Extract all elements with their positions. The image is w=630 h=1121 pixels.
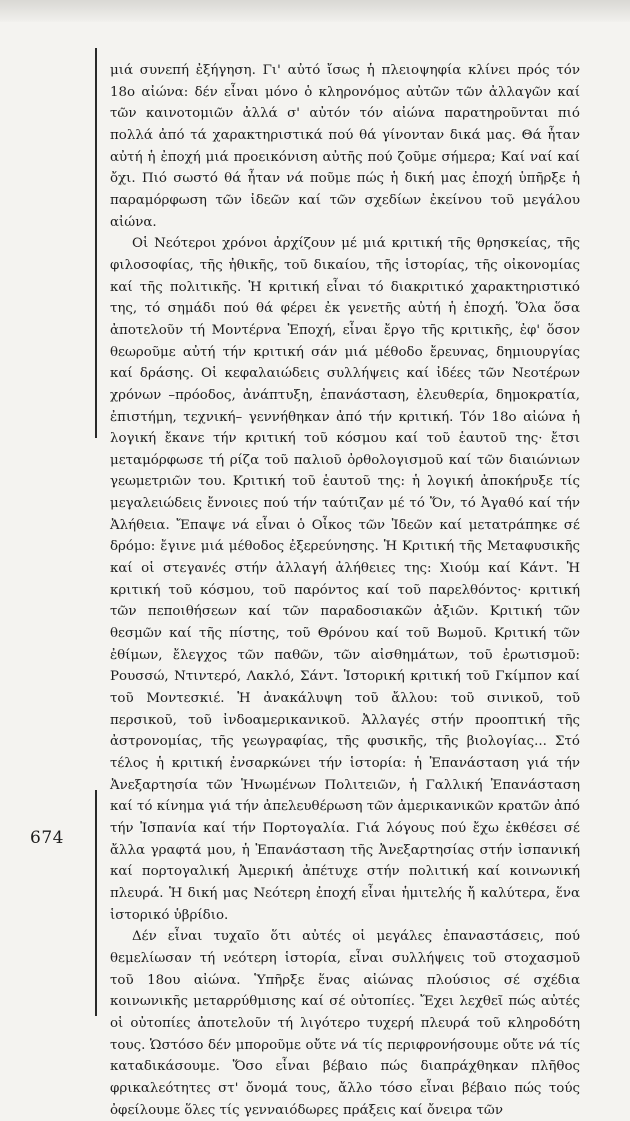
page-number: 674 bbox=[30, 828, 64, 848]
scan-top-band bbox=[0, 0, 630, 22]
paragraph-1: μιά συνεπή ἐξήγηση. Γι' αὐτό ἴσως ἡ πλειοψηφία κλίνει πρός τόν 18ο αἰώνα: δέν εἶναι μόνο ὁ κληρονόμος αὐτῶν τῶν ἀλλαγῶν καί τῶν καινοτομιῶν ἀλλά σ' αὐτόν τόν αἰώνα παρατηροῦνται πιό πολλά ἀπό τά χαρακτηριστικά πού θά γίνονταν δικά μας. Θά ἦταν αὐτή ἡ ἐποχή μιά προεικόνιση αὐτῆς πού ζοῦμε σήμερα; Καί ναί καί ὄχι. Πιό σωστό θά ἦταν νά ποῦμε πώς ἡ δική μας ἐποχή ὑπῆρξε ἡ παραμόρφωση τῶν ἰδεῶν καί τῶν σχεδίων ἐκείνου τοῦ μεγάλου αἰώνα. bbox=[110, 63, 580, 230]
body-text bbox=[110, 60, 580, 1121]
paragraph-2: Οἱ Νεότεροι χρόνοι ἀρχίζουν μέ μιά κριτική τῆς θρησκείας, τῆς φιλοσοφίας, τῆς ἠθικῆς, τοῦ δικαίου, τῆς ἱστορίας, τῆς οἰκονομίας καί τῆς πολιτικῆς. Ἡ κριτική εἶναι τό διακριτικό χαρακτηριστικό της, τό σημάδι πού θά φέρει ἐκ γενετῆς αὐτή ἡ ἐποχή. Ὅλα ὅσα ἀποτελοῦν τή Μοντέρνα Ἐποχή, εἶναι ἔργο τῆς κριτικῆς, ἐφ' ὅσον θεωροῦμε αὐτή τήν κριτική σάν μιά μέθοδο ἔρευνας, δημιουργίας καί δράσης. Οἱ κεφαλαιώδεις συλλήψεις καί ἰδέες τῶν Νεοτέρων χρόνων –πρόοδος, ἀνάπτυξη, ἐπανάσταση, ἐλευθερία, δημοκρατία, ἐπιστήμη, τεχνική– γεννήθηκαν ἀπό τήν κριτική. Τόν 18ο αἰώνα ἡ λογική ἔκανε τήν κριτική τοῦ κόσμου καί τοῦ ἑαυτοῦ της· ἔτσι μεταμόρφωσε τή ρίζα τοῦ παλιοῦ ὀρθολογισμοῦ καί τῶν διαιώνιων γεωμετριῶν του. Κριτική τοῦ ἑαυτοῦ της: ἡ λογική ἀποκήρυξε τίς μεγαλειώδεις ἔννοιες πού τήν ταύτιζαν μέ τό Ὅν, τό Ἀγαθό καί τήν Ἀλήθεια. Ἔπαψε νά εἶναι ὁ Οἶκος τῶν Ἰδεῶν καί μετατράπηκε σέ δρόμο: ἔγινε μιά μέθοδος ἐξερεύνησης. Ἡ Κριτική τῆς Μεταφυσικῆς καί οἱ στεγανές στήν ἀλλαγή ἀλήθειες της: Χιούμ καί Κάντ. Ἡ κριτική τοῦ κόσμου, τοῦ παρόντος καί τοῦ παρελθόντος· κριτική τῶν πεποιθήσεων καί τῶν παραδοσιακῶν ἀξιῶν. Κριτική τῶν θεσμῶν καί τῆς πίστης, τοῦ Θρόνου καί τοῦ Βωμοῦ. Κριτική τῶν ἐθίμων, ἔλεγχος τῶν παθῶν, τῶν αἰσθημάτων, τοῦ ἐρωτισμοῦ: Ρουσσώ, Ντιντερό, Λακλό, Σάντ. Ἱστορική κριτική τοῦ Γκίμπον καί τοῦ Μοντεσκιέ. Ἡ ἀνακάλυψη τοῦ ἄλλου: τοῦ σινικοῦ, τοῦ περσικοῦ, τοῦ ἰνδοαμερικανικοῦ. Ἀλλαγές στήν προοπτική τῆς ἀστρονομίας, τῆς γεωγραφίας, τῆς φυσικῆς, τῆς βιολογίας... Στό τέλος ἡ κριτική ἐνσαρκώνει τήν ἱστορία: ἡ Ἐπανάσταση γιά τήν Ἀνεξαρτησία τῶν Ἡνωμένων Πολιτειῶν, ἡ Γαλλική Ἐπανάσταση καί τό κίνημα γιά τήν ἀπελευθέρωση τῶν ἀμερικανικῶν κρατῶν ἀπό τήν Ἰσπανία καί τήν Πορτογαλία. Γιά λόγους πού ἔχω ἐκθέσει σέ ἄλλα γραφτά μου, ἡ Ἐπανάσταση τῆς Ἀνεξαρτησίας στήν ἰσπανική καί πορτογαλική Ἀμερική ἀπέτυχε στήν πολιτική καί κοινωνική πλευρά. Ἡ δική μας Νεότερη ἐποχή εἶναι ἡμιτελής ἤ καλύτερα, ἕνα ἱστορικό ὑβρίδιο. bbox=[110, 236, 580, 923]
margin-rule-lower bbox=[95, 790, 97, 1016]
paragraph-3: Δέν εἶναι τυχαῖο ὅτι αὐτές οἱ μεγάλες ἐπαναστάσεις, πού θεμελίωσαν τή νεότερη ἱστορία, εἶναι συλλήψεις τοῦ στοχασμοῦ τοῦ 18ου αἰώνα. Ὑπῆρξε ἕνας αἰώνας πλούσιος σέ σχέδια κοινωνικῆς μεταρρύθμισης καί σέ οὐτοπίες. Ἔχει λεχθεῖ πώς αὐτές οἱ οὐτοπίες ἀποτελοῦν τή λιγότερο τυχερή πλευρά τοῦ κληροδότη τους. Ὡστόσο δέν μποροῦμε οὔτε νά τίς περιφρονήσουμε οὔτε νά τίς καταδικάσουμε. Ὅσο εἶναι βέβαιο πώς διαπράχθηκαν πλῆθος φρικαλεότητες στ' ὄνομά τους, ἄλλο τόσο εἶναι βέβαιο πώς τούς ὀφείλουμε ὅλες τίς γενναιόδωρες πράξεις καί ὄνειρα τῶν bbox=[110, 929, 580, 1118]
margin-rule-upper bbox=[95, 48, 97, 438]
